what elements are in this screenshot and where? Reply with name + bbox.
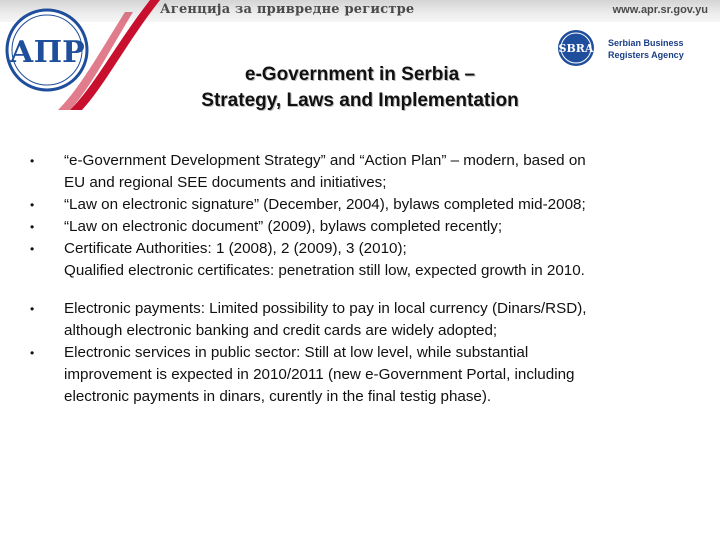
sbra-logo-text: SBRA	[558, 42, 594, 55]
bullet-item: • “Law on electronic signature” (December, 2004), bylaws completed mid-2008;	[30, 194, 700, 216]
bullet-icon: •	[30, 242, 35, 256]
agency-name: Агенција за привредне регистре	[160, 2, 415, 17]
bullet-item: • “Law on electronic document” (2009), bylaws completed recently;	[30, 216, 700, 238]
bullet-icon: •	[30, 302, 35, 316]
bullet-item: • Electronic payments: Limited possibility to pay in local currency (Dinars/RSD), although electronic banking and credit cards are widely adopted;	[30, 300, 587, 339]
website-url: www.apr.sr.gov.yu	[612, 4, 708, 16]
bullet-icon: •	[30, 220, 35, 234]
apr-logo-text: АПР	[9, 35, 85, 70]
bullet-list	[30, 150, 700, 408]
title-line-1: e-Government in Serbia –	[244, 64, 476, 85]
bullet-icon: •	[30, 154, 35, 168]
bullet-item: • “e-Government Development Strategy” and “Action Plan” – modern, based on EU and regional SEE documents and initiatives;	[30, 152, 586, 191]
title-line-2: Strategy, Laws and Implementation	[201, 90, 519, 111]
slide-title	[60, 62, 660, 114]
bullet-item: • Electronic services in public sector: Still at low level, while substantial improvement is expected in 2010/2011 (new e-Government Portal, including electronic payments in dinars, curently in the final testig phase).	[30, 344, 575, 405]
sbra-agency-name: Serbian Business Registers Agency	[608, 38, 684, 60]
bullet-item: • Certificate Authorities: 1 (2008), 2 (2009), 3 (2010); Qualified electronic certificates: penetration still low, expected growth in 2010.	[30, 240, 585, 279]
bullet-icon: •	[30, 198, 35, 212]
bullet-icon: •	[30, 346, 35, 360]
